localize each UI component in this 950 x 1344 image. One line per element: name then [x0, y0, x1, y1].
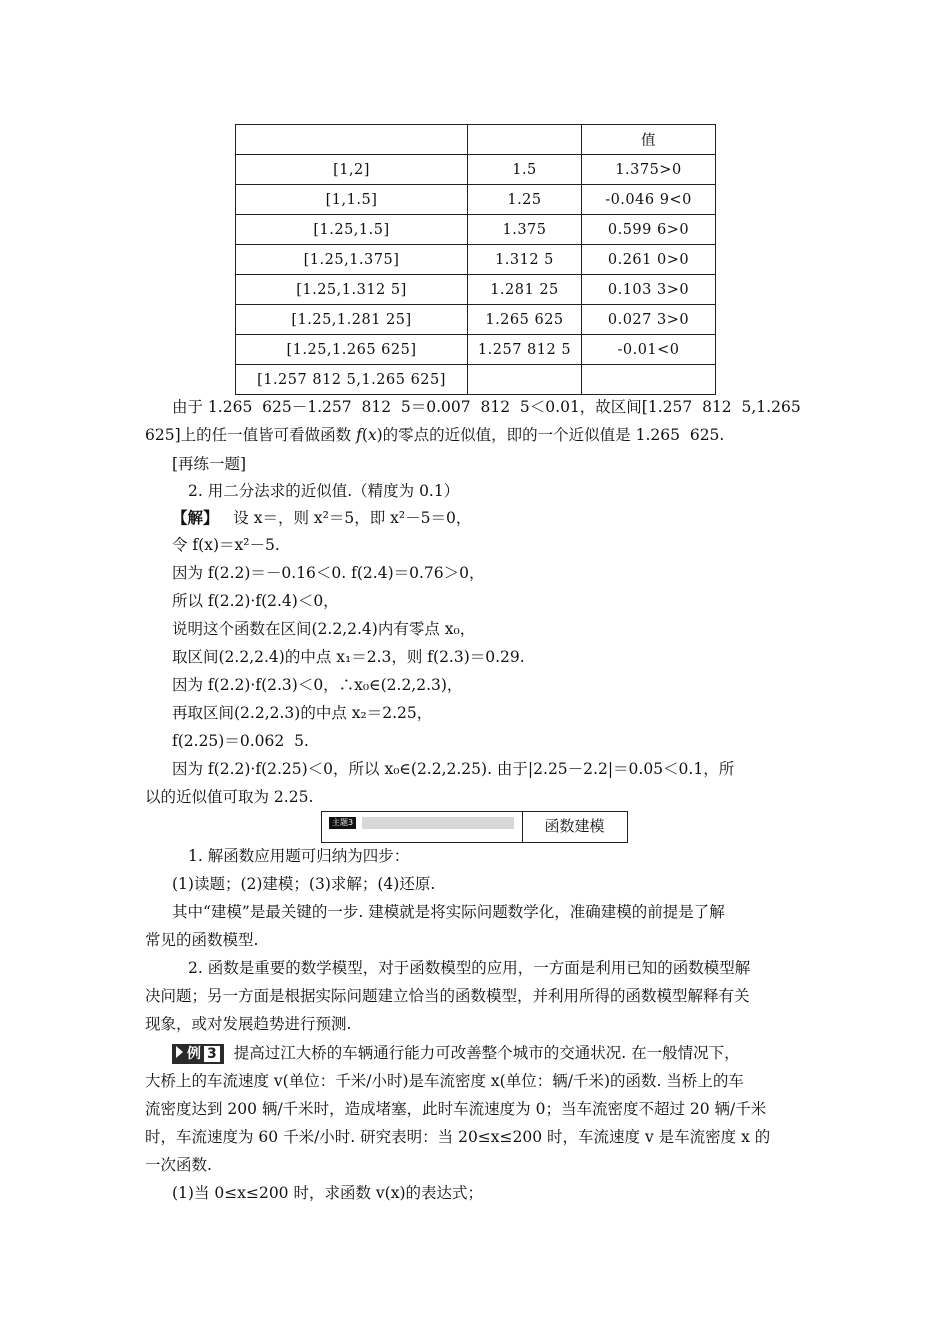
interval-cell: [1,2] — [236, 155, 468, 185]
topic-title: 函数建模 — [544, 817, 605, 835]
interval-cell: [1,1.5] — [236, 185, 468, 215]
value-cell: -0.046 9<0 — [582, 185, 716, 215]
modeling-point-2: 2. 函数是重要的数学模型，对于函数模型的应用，一方面是利用已知的函数模型解 — [188, 959, 751, 977]
solution-final-line-1: 因为 f(2.2)·f(2.25)＜0，所以 x₀∈(2.2,2.25). 由于|2.25－2.2|＝0.05＜0.1，所 — [172, 760, 735, 778]
interval-cell: [1.257 812 5,1.265 625] — [236, 365, 468, 395]
value-cell: 0.599 6>0 — [582, 215, 716, 245]
paren-open: ( — [361, 426, 368, 444]
table-row — [236, 365, 716, 395]
table-row — [236, 335, 716, 365]
example-badge-word: 例 — [187, 1046, 201, 1062]
practice-question: 2. 用二分法求的近似值.（精度为 0.1） — [188, 482, 460, 500]
midpoint-cell: 1.265 625 — [468, 305, 582, 335]
topic-banner — [321, 811, 628, 843]
example-text: 提高过江大桥的车辆通行能力可改善整个城市的交通状况. 在一般情况下， — [233, 1044, 740, 1062]
arrow-right-icon — [176, 1046, 183, 1058]
midpoint-cell: 1.375 — [468, 215, 582, 245]
variable-symbol: x — [367, 426, 377, 444]
topic-strip — [362, 817, 514, 829]
table-row — [236, 275, 716, 305]
example-line: 一次函数. — [145, 1156, 212, 1174]
interval-cell: [1.25,1.5] — [236, 215, 468, 245]
topic-badge: 主题3 — [329, 817, 356, 829]
table-header-cell — [468, 125, 582, 155]
modeling-paragraph-line: 现象，或对发展趋势进行预测. — [145, 1015, 352, 1033]
solution-step: 因为 f(2.2)＝－0.16＜0. f(2.4)＝0.76＞0， — [172, 564, 485, 582]
value-cell: 1.375>0 — [582, 155, 716, 185]
conclusion-text: 625]上的任一值皆可看做函数 — [145, 426, 357, 444]
interval-cell: [1.25,1.375] — [236, 245, 468, 275]
function-symbol: f — [356, 426, 362, 444]
modeling-steps: (1)读题；(2)建模；(3)求解；(4)还原. — [172, 875, 436, 893]
table-row — [236, 215, 716, 245]
interval-cell: [1.25,1.265 625] — [236, 335, 468, 365]
solution-line-1 — [172, 508, 471, 528]
table-header-row — [236, 125, 716, 155]
solution-label: 【解】 — [172, 508, 219, 527]
example-badge — [172, 1044, 224, 1064]
example-line: 大桥上的车流速度 v(单位：千米/小时)是车流密度 x(单位：辆/千米)的函数. 当桥上的车 — [145, 1072, 744, 1090]
midpoint-cell — [468, 365, 582, 395]
midpoint-cell: 1.5 — [468, 155, 582, 185]
conclusion-text-end: )的零点的近似值，即的一个近似值是 1.265 625. — [376, 426, 725, 444]
topic-banner-left — [322, 812, 523, 842]
table-header-cell: 值 — [582, 125, 716, 155]
solution-step: 因为 f(2.2)·f(2.3)＜0，∴x₀∈(2.2,2.3)， — [172, 676, 463, 694]
interval-cell: [1.25,1.281 25] — [236, 305, 468, 335]
value-cell — [582, 365, 716, 395]
solution-step: 所以 f(2.2)·f(2.4)＜0， — [172, 592, 339, 610]
table-row — [236, 305, 716, 335]
table-header-cell — [236, 125, 468, 155]
interval-cell: [1.25,1.312 5] — [236, 275, 468, 305]
table-row — [236, 155, 716, 185]
example-line-1 — [172, 1043, 740, 1064]
conclusion-line-2 — [145, 425, 805, 445]
midpoint-cell: 1.281 25 — [468, 275, 582, 305]
solution-step: 再取区间(2.2,2.3)的中点 x₂＝2.25， — [172, 704, 433, 722]
example-line: 流密度达到 200 辆/千米时，造成堵塞，此时车流速度为 0；当车流密度不超过 20 辆/千米 — [145, 1100, 767, 1118]
bisection-table-container — [235, 124, 716, 395]
solution-step: 取区间(2.2,2.4)的中点 x₁＝2.3，则 f(2.3)＝0.29. — [172, 648, 525, 666]
modeling-paragraph-line: 其中“建模”是最关键的一步. 建模就是将实际问题数学化，准确建模的前提是了解 — [172, 903, 725, 921]
solution-step: 设 x＝，则 x²＝5，即 x²－5＝0， — [233, 509, 472, 527]
midpoint-cell: 1.312 5 — [468, 245, 582, 275]
solution-step: f(2.25)＝0.062 5. — [172, 732, 309, 750]
table-row — [236, 185, 716, 215]
value-cell: 0.261 0>0 — [582, 245, 716, 275]
bisection-table — [235, 124, 716, 395]
example-question-1: (1)当 0≤x≤200 时，求函数 v(x)的表达式； — [172, 1184, 483, 1202]
example-badge-number: 3 — [204, 1046, 220, 1062]
value-cell: 0.103 3>0 — [582, 275, 716, 305]
solution-step: 说明这个函数在区间(2.2,2.4)内有零点 x₀， — [172, 620, 476, 638]
value-cell: -0.01<0 — [582, 335, 716, 365]
modeling-point-1: 1. 解函数应用题可归纳为四步： — [188, 847, 410, 865]
example-line: 时，车流速度为 60 千米/小时. 研究表明：当 20≤x≤200 时，车流速度 v 是车流密度 x 的 — [145, 1128, 771, 1146]
midpoint-cell: 1.25 — [468, 185, 582, 215]
table-row — [236, 245, 716, 275]
value-cell: 0.027 3>0 — [582, 305, 716, 335]
conclusion-line-1: 由于 1.265 625－1.257 812 5＝0.007 812 5＜0.01，故区间[1.257 812 5,1.265 — [172, 398, 801, 416]
solution-step: 令 f(x)＝x²－5. — [172, 536, 280, 554]
solution-final-line-2: 以的近似值可取为 2.25. — [145, 788, 314, 806]
modeling-paragraph-line: 决问题；另一方面是根据实际问题建立恰当的函数模型，并利用所得的函数模型解释有关 — [145, 987, 750, 1005]
midpoint-cell: 1.257 812 5 — [468, 335, 582, 365]
practice-heading: [再练一题] — [172, 455, 247, 473]
modeling-paragraph-line: 常见的函数模型. — [145, 931, 259, 949]
